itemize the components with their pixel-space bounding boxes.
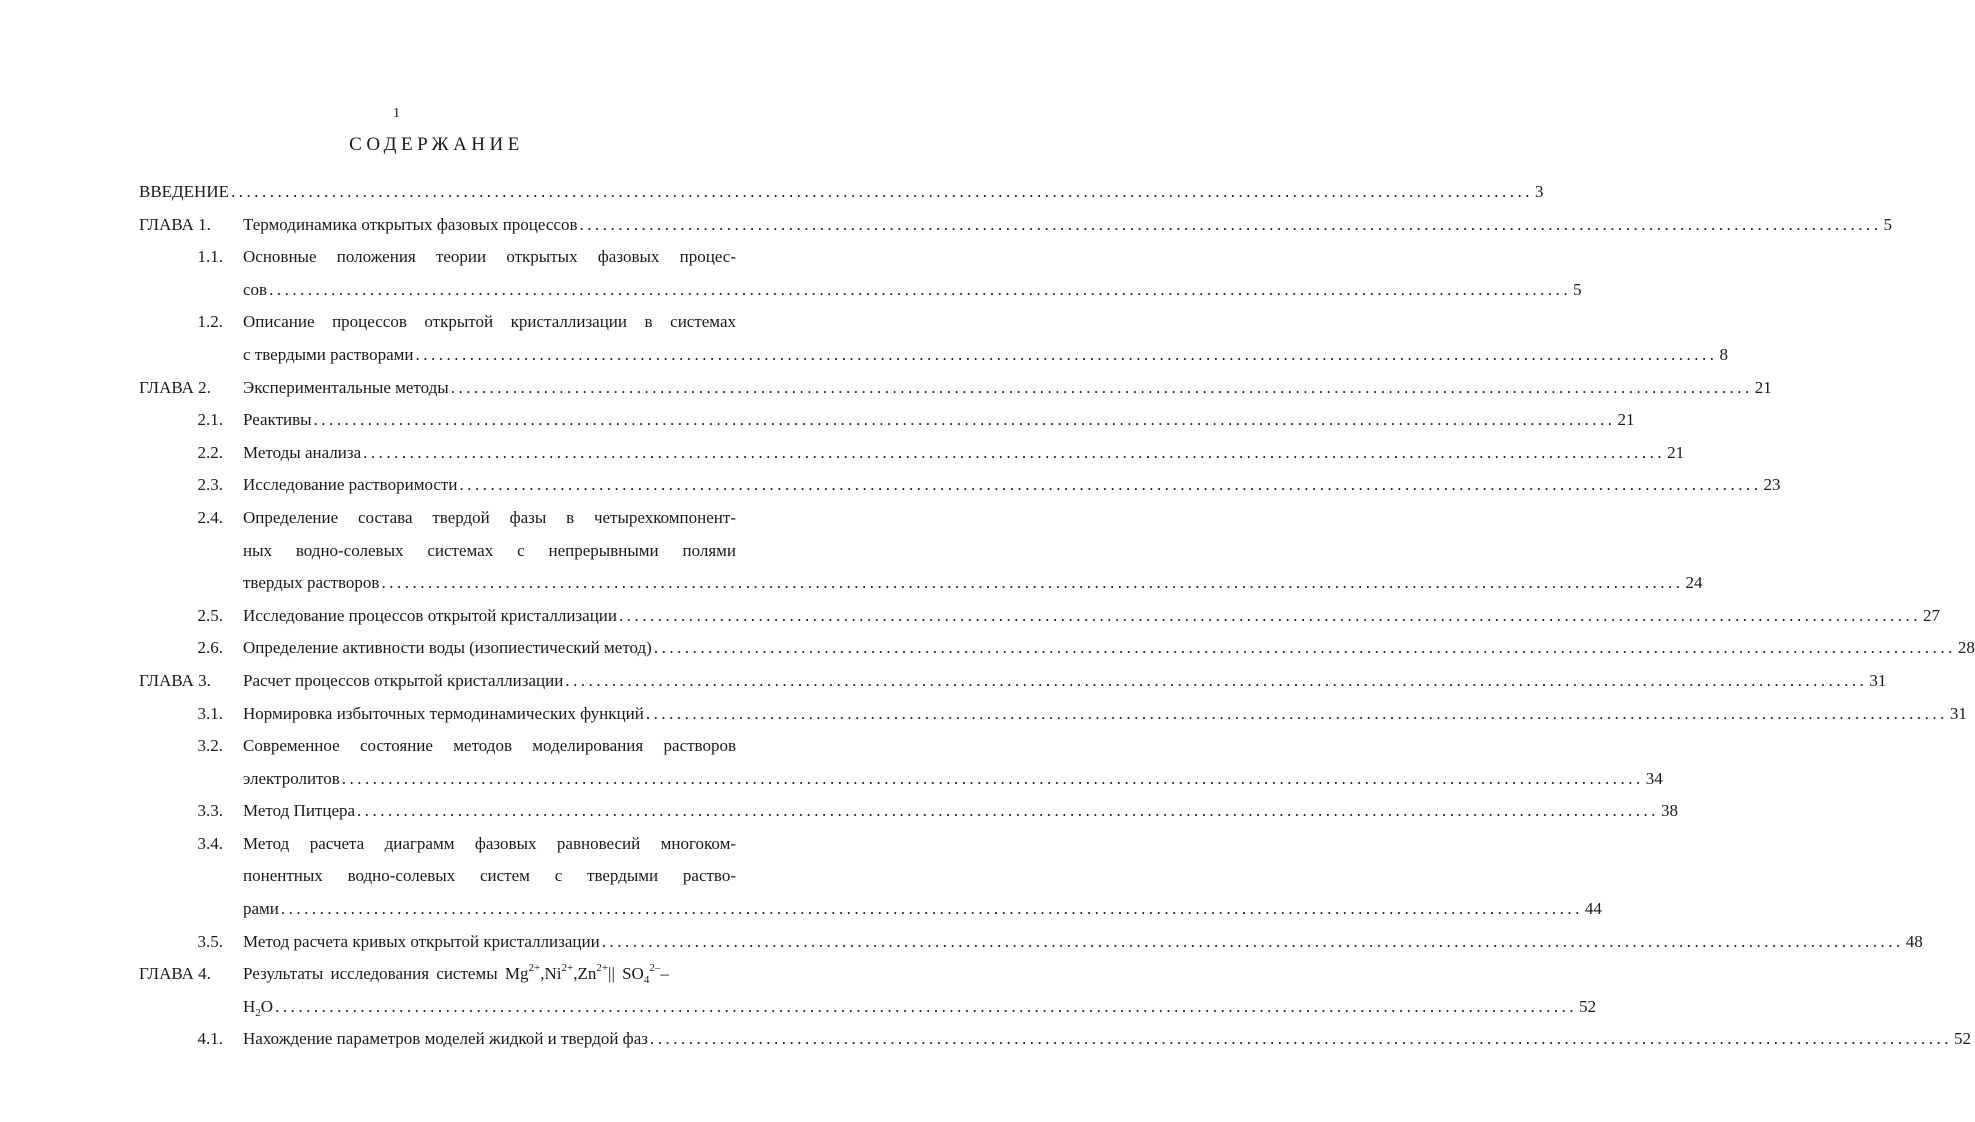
toc-entry-page: 5 bbox=[1883, 214, 1892, 234]
toc-entry-title: Реактивы bbox=[243, 410, 312, 430]
toc-entry-introduction[interactable] bbox=[139, 176, 1544, 209]
toc-entry-page: 24 bbox=[1685, 573, 1703, 593]
dot-leader: ........................................................................................................................................................................ bbox=[579, 214, 1882, 234]
toc-entry-title: электролитов bbox=[243, 768, 340, 788]
charge-superscript: 2+ bbox=[596, 962, 609, 975]
toc-entry-title: Метод расчета диаграмм фазовых равновесий многоком- bbox=[243, 833, 736, 853]
toc-entry-title: ных водно-солевых системах с непрерывными полями bbox=[243, 540, 736, 560]
toc-entry-section-3-1[interactable] bbox=[139, 698, 1967, 731]
charge-superscript: 2– bbox=[649, 962, 661, 975]
toc-entry-page: 31 bbox=[1949, 703, 1967, 723]
dot-leader: ........................................................................................................................................................................ bbox=[565, 670, 1868, 690]
dot-leader: ........................................................................................................................................................................ bbox=[280, 899, 1583, 919]
toc-entry-title: Определение состава твердой фазы в четырехкомпонент- bbox=[243, 507, 736, 527]
toc-entry-title: Метод Питцера bbox=[243, 801, 356, 821]
toc-entry-chapter-3[interactable] bbox=[139, 665, 1887, 698]
toc-entry-section-3-4[interactable] bbox=[139, 828, 736, 861]
section-number: 4.1. bbox=[197, 1029, 223, 1049]
charge-superscript: 2+ bbox=[528, 962, 541, 975]
toc-entry-title: Определение активности воды (изопиестический метод) bbox=[243, 638, 652, 658]
toc-entry-section-2-5[interactable] bbox=[139, 600, 1940, 633]
formula-text: O bbox=[260, 996, 274, 1016]
toc-entry-continuation bbox=[139, 893, 1602, 926]
chapter-label: ГЛАВА 2. bbox=[139, 377, 211, 397]
toc-entry-section-4-1[interactable] bbox=[139, 1023, 1971, 1056]
toc-entry-title: Современное состояние методов моделирования растворов bbox=[243, 736, 736, 756]
toc-entry-section-1-1[interactable] bbox=[139, 241, 736, 274]
page-number: 1 bbox=[393, 106, 400, 121]
toc-entry-page: 23 bbox=[1763, 475, 1781, 495]
table-of-contents bbox=[139, 176, 1975, 1056]
toc-entry-page: 28 bbox=[1957, 638, 1975, 658]
dot-leader: ........................................................................................................................................................................ bbox=[415, 344, 1718, 364]
dot-leader: ........................................................................................................................................................................ bbox=[275, 996, 1578, 1016]
section-number: 1.1. bbox=[197, 247, 223, 267]
toc-entry-section-3-3[interactable] bbox=[139, 795, 1679, 828]
toc-entry-chapter-2[interactable] bbox=[139, 372, 1772, 405]
toc-entry-section-2-1[interactable] bbox=[139, 404, 1635, 437]
toc-entry-title: Основные положения теории открытых фазовых процес- bbox=[243, 247, 736, 267]
toc-entry-continuation bbox=[139, 339, 1728, 372]
dot-leader: ........................................................................................................................................................................ bbox=[450, 377, 1753, 397]
formula-subscript: 2 bbox=[255, 1006, 261, 1019]
dot-leader: ........................................................................................................................................................................ bbox=[618, 605, 1921, 625]
formula-text: ,Zn bbox=[573, 964, 597, 984]
toc-entry-title: Описание процессов открытой кристаллизации в системах bbox=[243, 312, 736, 332]
toc-entry-page: 5 bbox=[1573, 279, 1582, 299]
formula-text: – bbox=[660, 964, 669, 984]
toc-entry-title: Нормировка избыточных термодинамических функций bbox=[243, 703, 644, 723]
formula-subscript: 4 bbox=[643, 974, 650, 987]
toc-entry-title: Термодинамика открытых фазовых процессов bbox=[243, 214, 578, 234]
section-number: 2.1. bbox=[197, 410, 223, 430]
toc-entry-title: твердых растворов bbox=[243, 573, 380, 593]
section-number: 2.5. bbox=[197, 605, 223, 625]
toc-entry-title: ВВЕДЕНИЕ bbox=[139, 182, 229, 201]
dot-leader: ........................................................................................................................................................................ bbox=[459, 475, 1762, 495]
formula-text: H bbox=[243, 996, 256, 1016]
dot-leader: ........................................................................................................................................................................ bbox=[357, 801, 1660, 821]
toc-entry-title: Исследование процессов открытой кристаллизации bbox=[243, 605, 617, 625]
toc-entry-page: 48 bbox=[1905, 931, 1923, 951]
toc-entry-continuation bbox=[139, 860, 736, 893]
toc-entry-chapter-4[interactable] bbox=[139, 958, 736, 991]
toc-entry-title: Метод расчета кривых открытой кристаллизации bbox=[243, 931, 600, 951]
toc-entry-continuation bbox=[139, 763, 1663, 796]
formula-text: ,Ni bbox=[540, 964, 562, 984]
dot-leader: ........................................................................................................................................................................ bbox=[363, 442, 1666, 462]
toc-entry-page: 8 bbox=[1719, 344, 1728, 364]
toc-entry-title: Исследование растворимости bbox=[243, 475, 458, 495]
dot-leader: ........................................................................................................................................................................ bbox=[269, 279, 1572, 299]
toc-entry-title: Экспериментальные методы bbox=[243, 377, 449, 397]
toc-entry-page: 21 bbox=[1617, 410, 1635, 430]
toc-entry-page: 21 bbox=[1754, 377, 1772, 397]
toc-entry-continuation bbox=[139, 991, 1597, 1024]
toc-entry-title: Расчет процессов открытой кристаллизации bbox=[243, 670, 564, 690]
toc-entry-section-2-2[interactable] bbox=[139, 437, 1685, 470]
toc-entry-section-3-5[interactable] bbox=[139, 926, 1923, 959]
dot-leader: ........................................................................................................................................................................ bbox=[601, 931, 1904, 951]
charge-superscript: 2+ bbox=[561, 962, 574, 975]
toc-entry-section-2-3[interactable] bbox=[139, 469, 1781, 502]
section-number: 1.2. bbox=[197, 312, 223, 332]
toc-entry-chapter-1[interactable] bbox=[139, 209, 1892, 242]
section-number: 3.5. bbox=[197, 931, 223, 951]
toc-entry-section-3-2[interactable] bbox=[139, 730, 736, 763]
section-number: 3.2. bbox=[197, 736, 223, 756]
formula-text: || SO bbox=[608, 964, 644, 984]
chapter-label: ГЛАВА 4. bbox=[139, 964, 211, 984]
toc-entry-section-1-2[interactable] bbox=[139, 306, 736, 339]
dot-leader: ........................................................................................................................................................................ bbox=[649, 1029, 1952, 1049]
toc-entry-section-2-6[interactable] bbox=[139, 632, 1975, 665]
toc-entry-title: рами bbox=[243, 899, 279, 919]
section-number: 3.4. bbox=[197, 833, 223, 853]
chapter-label: ГЛАВА 3. bbox=[139, 670, 211, 690]
section-number: 2.2. bbox=[197, 442, 223, 462]
dot-leader: ........................................................................................................................................................................ bbox=[381, 573, 1684, 593]
toc-entry-title: Нахождение параметров моделей жидкой и твердой фаз bbox=[243, 1029, 648, 1049]
toc-entry-page: 38 bbox=[1661, 801, 1679, 821]
toc-entry-title: сов bbox=[243, 279, 268, 299]
toc-entry-page: 3 bbox=[1534, 182, 1544, 201]
toc-entry-title bbox=[243, 991, 273, 1024]
section-number: 2.6. bbox=[197, 638, 223, 658]
chapter-label: ГЛАВА 1. bbox=[139, 214, 211, 234]
toc-entry-section-2-4[interactable] bbox=[139, 502, 736, 535]
toc-entry-page: 21 bbox=[1667, 442, 1685, 462]
page-title: СОДЕРЖАНИЕ bbox=[349, 134, 524, 155]
formula-text: Результаты исследования системы Mg bbox=[243, 964, 529, 984]
section-number: 3.3. bbox=[197, 801, 223, 821]
toc-entry-continuation bbox=[139, 535, 736, 568]
toc-entry-page: 31 bbox=[1869, 670, 1887, 690]
toc-entry-page: 52 bbox=[1953, 1029, 1971, 1049]
dot-leader: ........................................................................................................................................................................ bbox=[645, 703, 1948, 723]
toc-entry-page: 34 bbox=[1645, 768, 1663, 788]
section-number: 2.3. bbox=[197, 475, 223, 495]
dot-leader: ........................................................................................................................................................................ bbox=[230, 182, 1533, 201]
toc-entry-title bbox=[243, 958, 736, 991]
toc-entry-continuation bbox=[139, 274, 1582, 307]
toc-entry-page: 44 bbox=[1584, 899, 1602, 919]
toc-entry-title: с твердыми растворами bbox=[243, 344, 414, 364]
toc-entry-continuation bbox=[139, 567, 1703, 600]
section-number: 3.1. bbox=[197, 703, 223, 723]
dot-leader: ........................................................................................................................................................................ bbox=[341, 768, 1644, 788]
toc-entry-page: 52 bbox=[1579, 996, 1597, 1016]
section-number: 2.4. bbox=[197, 507, 223, 527]
toc-entry-page: 27 bbox=[1922, 605, 1940, 625]
toc-entry-title: Методы анализа bbox=[243, 442, 362, 462]
dot-leader: ........................................................................................................................................................................ bbox=[313, 410, 1616, 430]
toc-entry-title: понентных водно-солевых систем с твердыми раство- bbox=[243, 866, 736, 886]
dot-leader: ........................................................................................................................................................................ bbox=[653, 638, 1956, 658]
